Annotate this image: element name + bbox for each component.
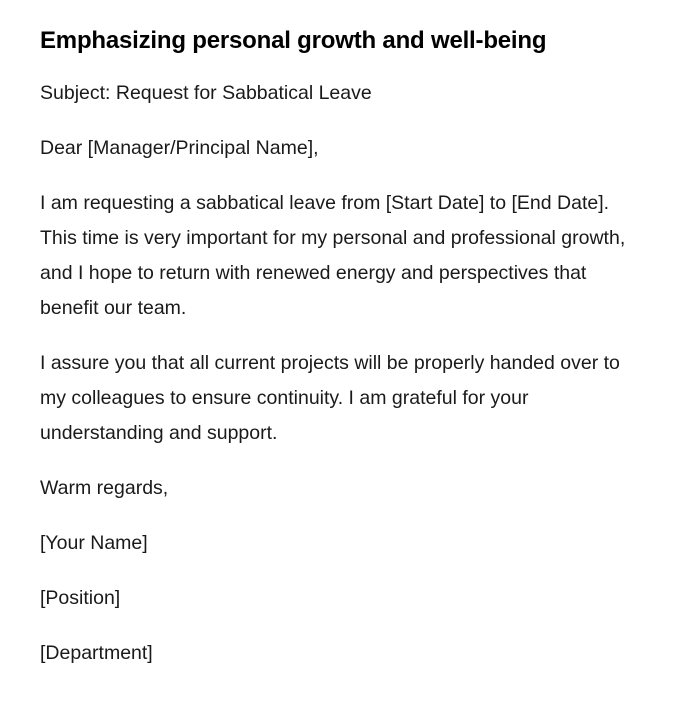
salutation: Dear [Manager/Principal Name], (40, 137, 319, 159)
body-paragraph-request: I am requesting a sabbatical leave from [Start Date] to [End Date]. This time is very important for my personal and professional growth, and I hope to return with renewed energy and perspectives that benefit our team. (40, 192, 626, 319)
document-title: Emphasizing personal growth and well-being (40, 27, 547, 54)
signature-department: [Department] (40, 642, 153, 664)
subject-line: Subject: Request for Sabbatical Leave (40, 82, 372, 104)
body-paragraph-handover: I assure you that all current projects will be properly handed over to my colleagues to ensure continuity. I am grateful for your understanding and support. (40, 352, 620, 444)
letter-document (40, 24, 640, 691)
closing: Warm regards, (40, 477, 169, 499)
signature-position: [Position] (40, 587, 121, 609)
signature-name: [Your Name] (40, 532, 148, 554)
